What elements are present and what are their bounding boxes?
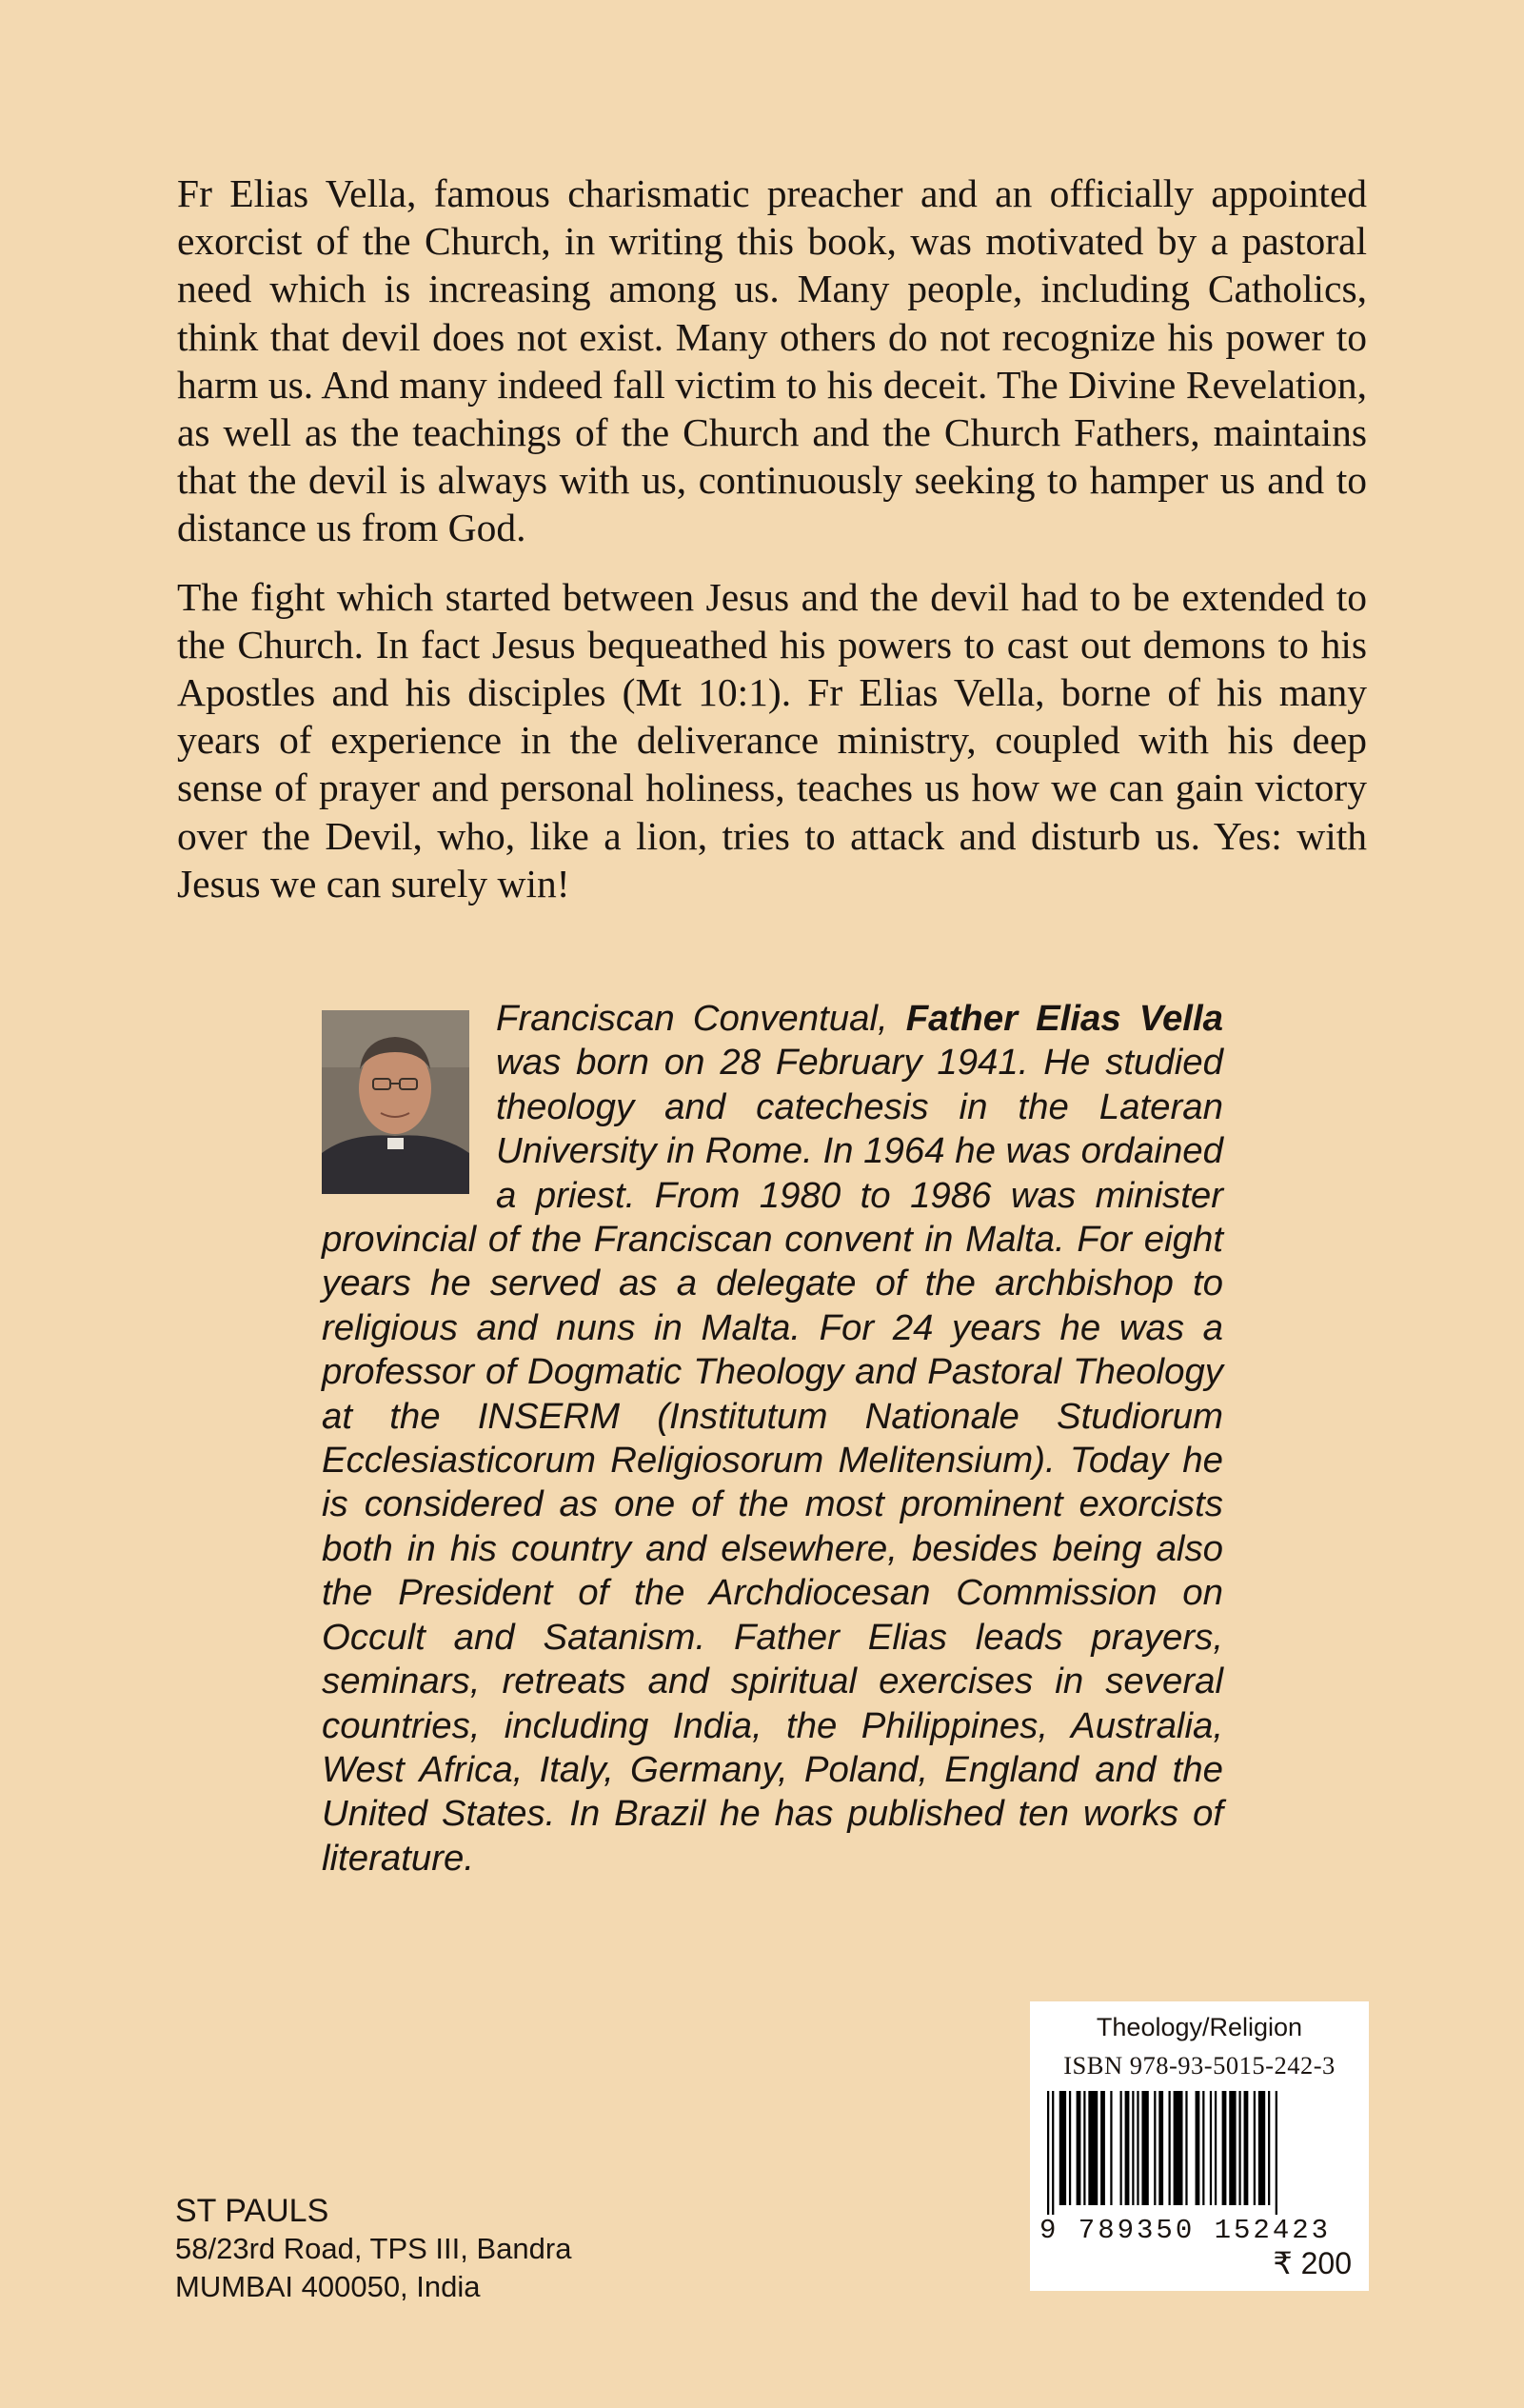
barcode-digits: 9 789350 152423 xyxy=(1039,2215,1332,2246)
barcode-bar xyxy=(1222,2091,1227,2205)
barcode-bar xyxy=(1069,2091,1071,2205)
barcode-panel xyxy=(1030,2001,1369,2291)
barcode-bar xyxy=(1088,2091,1098,2205)
author-bio xyxy=(322,997,1223,1881)
isbn-text: ISBN 978-93-5015-242-3 xyxy=(1063,2051,1336,2080)
barcode-bar xyxy=(1268,2091,1270,2205)
barcode-bar xyxy=(1120,2091,1122,2205)
barcode-bars xyxy=(1041,2091,1346,2215)
barcode-bar xyxy=(1100,2091,1105,2205)
publisher-name: ST PAULS xyxy=(175,2193,329,2229)
barcode-bar xyxy=(1158,2091,1163,2205)
back-cover-blurb xyxy=(177,169,1367,907)
barcode-bar xyxy=(1174,2091,1183,2205)
barcode-bar xyxy=(1210,2091,1212,2205)
bio-text: was born on 28 February 1941. He studied theology and catechesis in the Lateran University in Rome. In 1964 he was ordained a priest. From 1980 to 1986 was minister provincial of the Franciscan convent in Malta. For eight years he served as a delegate of the archbishop to religious and nuns in Malta. For 24 years he was a professor of Dogmatic Theology and Pastoral Theology at the INSERM (Institutum Nationale Studiorum Ecclesiasticorum Religiosorum Melitensium). Today he is considered as one of the most prominent exorcists both in his country and elsewhere, besides being also the President of the Archdiocesan Commission on Occult and Satanism. Father Elias leads prayers, seminars, retreats and spiritual exercises in several countries, including India, the Philippines, Australia, West Africa, Italy, Germany, Poland, England and the United States. In Brazil he has published ten works of literature. xyxy=(322,1042,1223,1879)
barcode-bar xyxy=(1169,2091,1171,2205)
barcode-bar xyxy=(1185,2091,1187,2205)
barcode-bar xyxy=(1154,2091,1156,2205)
barcode-bar xyxy=(1077,2091,1081,2205)
barcode-bar xyxy=(1125,2091,1130,2205)
barcode-bar xyxy=(1202,2091,1204,2205)
barcode-bar xyxy=(1229,2091,1236,2205)
publisher-address-line-1: 58/23rd Road, TPS III, Bandra xyxy=(175,2232,572,2265)
barcode-bar xyxy=(1059,2091,1066,2205)
author-photo xyxy=(322,1010,469,1194)
barcode-bar xyxy=(1083,2091,1085,2205)
barcode-bar xyxy=(1047,2091,1049,2215)
barcode-bar xyxy=(1258,2091,1265,2205)
blurb-paragraph-2: The fight which started between Jesus and the devil had to be extended to the Church. In fact Jesus bequeathed his powers to cast out demons to his Apostles and his disciples (Mt 10:1). Fr Elias Vella, borne of his many years of experience in the deliverance ministry, coupled with his deep sense of prayer and personal holiness, teaches us how we can gain victory over the Devil, who, like a lion, tries to attack and disturb us. Yes: with Jesus we can surely win! xyxy=(177,574,1367,905)
blurb-paragraph-1: Fr Elias Vella, famous charismatic preacher and an officially appointed exorcist of the Church, in writing this book, was motivated by a pastoral need which is increasing among us. Many people, including Catholics, think that devil does not exist. Many others do not recognize his power to harm us. And many indeed fall victim to his deceit. The Divine Revelation, as well as the teachings of the Church and the Church Fathers, maintains that the devil is always with us, continuously seeking to hamper us and to distance us from God. xyxy=(177,171,1367,550)
book-category: Theology/Religion xyxy=(1096,2013,1303,2041)
barcode-bar xyxy=(1254,2091,1256,2205)
publisher-address-line-2: MUMBAI 400050, India xyxy=(175,2270,481,2303)
barcode-bar xyxy=(1276,2091,1277,2215)
barcode-bar xyxy=(1052,2091,1054,2215)
barcode-bar xyxy=(1244,2091,1249,2205)
barcode-bar xyxy=(1196,2091,1200,2205)
barcode-bar xyxy=(1132,2091,1134,2205)
barcode-bar xyxy=(1110,2091,1112,2205)
publisher-block xyxy=(175,2192,571,2306)
barcode-bar xyxy=(1137,2091,1138,2205)
barcode-bar xyxy=(1238,2091,1240,2205)
book-price: ₹ 200 xyxy=(1273,2246,1352,2280)
bio-intro: Franciscan Conventual, xyxy=(496,998,906,1039)
barcode-bar xyxy=(1215,2091,1217,2205)
author-name: Father Elias Vella xyxy=(905,998,1223,1039)
barcode-bar xyxy=(1141,2091,1148,2205)
